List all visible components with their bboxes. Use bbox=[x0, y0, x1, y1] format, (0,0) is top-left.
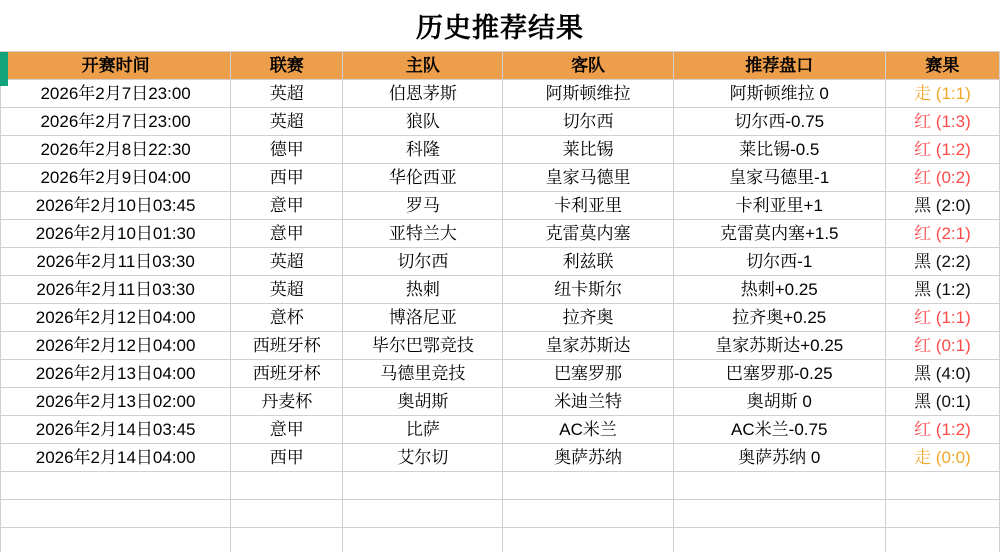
result-score: (0:1) bbox=[931, 392, 971, 411]
column-header-league[interactable]: 联赛 bbox=[231, 52, 343, 80]
result-score: (1:1) bbox=[931, 308, 971, 327]
result-score: (1:1) bbox=[931, 84, 971, 103]
result-score: (2:0) bbox=[931, 196, 971, 215]
cell-result bbox=[885, 248, 999, 276]
table-row bbox=[1, 444, 1000, 472]
table-row bbox=[1, 136, 1000, 164]
cell-pick: 卡利亚里+1 bbox=[673, 192, 885, 220]
empty-cell[interactable] bbox=[231, 500, 343, 528]
result-mark: 红 bbox=[914, 420, 932, 439]
cell-away-team: AC米兰 bbox=[503, 416, 673, 444]
cell-result bbox=[885, 304, 999, 332]
table-row bbox=[1, 164, 1000, 192]
result-mark: 红 bbox=[914, 168, 932, 187]
empty-cell[interactable] bbox=[503, 472, 673, 500]
result-score: (0:0) bbox=[931, 448, 971, 467]
cell-time: 2026年2月14日04:00 bbox=[1, 444, 231, 472]
empty-cell[interactable] bbox=[885, 472, 999, 500]
result-mark: 红 bbox=[914, 112, 932, 131]
empty-cell[interactable] bbox=[673, 500, 885, 528]
empty-cell[interactable] bbox=[1, 500, 231, 528]
cell-result bbox=[885, 444, 999, 472]
table-row bbox=[1, 248, 1000, 276]
empty-cell[interactable] bbox=[673, 472, 885, 500]
cell-home-team: 艾尔切 bbox=[343, 444, 503, 472]
result-score: (1:2) bbox=[931, 280, 971, 299]
result-score: (2:1) bbox=[931, 224, 971, 243]
cell-away-team: 卡利亚里 bbox=[503, 192, 673, 220]
result-mark: 走 bbox=[914, 448, 932, 467]
cell-home-team: 比萨 bbox=[343, 416, 503, 444]
result-mark: 走 bbox=[914, 84, 932, 103]
cell-away-team: 巴塞罗那 bbox=[503, 360, 673, 388]
cell-pick: 奥胡斯 0 bbox=[673, 388, 885, 416]
cell-league: 意杯 bbox=[231, 304, 343, 332]
cell-pick: 奥萨苏纳 0 bbox=[673, 444, 885, 472]
cell-away-team: 奥萨苏纳 bbox=[503, 444, 673, 472]
header-left-accent bbox=[0, 52, 8, 86]
table-row bbox=[1, 220, 1000, 248]
cell-league: 英超 bbox=[231, 80, 343, 108]
cell-away-team: 切尔西 bbox=[503, 108, 673, 136]
cell-away-team: 拉齐奥 bbox=[503, 304, 673, 332]
table-row bbox=[1, 192, 1000, 220]
result-mark: 红 bbox=[914, 336, 932, 355]
cell-time: 2026年2月11日03:30 bbox=[1, 248, 231, 276]
column-header-result[interactable]: 赛果 bbox=[885, 52, 999, 80]
cell-home-team: 毕尔巴鄂竞技 bbox=[343, 332, 503, 360]
cell-time: 2026年2月13日04:00 bbox=[1, 360, 231, 388]
cell-league: 西班牙杯 bbox=[231, 332, 343, 360]
cell-time: 2026年2月12日04:00 bbox=[1, 332, 231, 360]
cell-away-team: 米迪兰特 bbox=[503, 388, 673, 416]
table-row bbox=[1, 108, 1000, 136]
cell-result bbox=[885, 276, 999, 304]
cell-result bbox=[885, 416, 999, 444]
cell-result bbox=[885, 164, 999, 192]
cell-away-team: 利兹联 bbox=[503, 248, 673, 276]
result-score: (4:0) bbox=[931, 364, 971, 383]
result-score: (1:2) bbox=[931, 140, 971, 159]
cell-away-team: 皇家苏斯达 bbox=[503, 332, 673, 360]
result-score: (1:3) bbox=[931, 112, 971, 131]
cell-pick: 克雷莫内塞+1.5 bbox=[673, 220, 885, 248]
cell-pick: 阿斯顿维拉 0 bbox=[673, 80, 885, 108]
cell-time: 2026年2月9日04:00 bbox=[1, 164, 231, 192]
result-mark: 黑 bbox=[914, 392, 932, 411]
cell-pick: 巴塞罗那-0.25 bbox=[673, 360, 885, 388]
cell-home-team: 科隆 bbox=[343, 136, 503, 164]
empty-row bbox=[1, 472, 1000, 500]
cell-away-team: 皇家马德里 bbox=[503, 164, 673, 192]
column-header-away-team[interactable]: 客队 bbox=[503, 52, 673, 80]
cell-away-team: 阿斯顿维拉 bbox=[503, 80, 673, 108]
cell-league: 意甲 bbox=[231, 416, 343, 444]
cell-home-team: 切尔西 bbox=[343, 248, 503, 276]
result-score: (0:1) bbox=[931, 336, 971, 355]
result-mark: 黑 bbox=[914, 280, 932, 299]
cell-pick: 切尔西-0.75 bbox=[673, 108, 885, 136]
column-header-pick[interactable]: 推荐盘口 bbox=[673, 52, 885, 80]
cell-pick: 切尔西-1 bbox=[673, 248, 885, 276]
cell-time: 2026年2月13日02:00 bbox=[1, 388, 231, 416]
result-mark: 红 bbox=[914, 308, 932, 327]
result-score: (2:2) bbox=[931, 252, 971, 271]
cell-time: 2026年2月10日03:45 bbox=[1, 192, 231, 220]
cell-result bbox=[885, 136, 999, 164]
cell-result bbox=[885, 220, 999, 248]
cell-time: 2026年2月11日03:30 bbox=[1, 276, 231, 304]
table-row bbox=[1, 80, 1000, 108]
cell-home-team: 奥胡斯 bbox=[343, 388, 503, 416]
cell-time: 2026年2月8日22:30 bbox=[1, 136, 231, 164]
cell-home-team: 伯恩茅斯 bbox=[343, 80, 503, 108]
bottom-strip bbox=[0, 552, 1000, 556]
table-header bbox=[1, 52, 1000, 80]
cell-league: 英超 bbox=[231, 276, 343, 304]
column-header-home-team[interactable]: 主队 bbox=[343, 52, 503, 80]
result-mark: 黑 bbox=[914, 364, 932, 383]
cell-league: 德甲 bbox=[231, 136, 343, 164]
empty-row bbox=[1, 500, 1000, 528]
cell-result bbox=[885, 360, 999, 388]
empty-cell[interactable] bbox=[231, 472, 343, 500]
cell-pick: 皇家苏斯达+0.25 bbox=[673, 332, 885, 360]
cell-time: 2026年2月7日23:00 bbox=[1, 80, 231, 108]
cell-result bbox=[885, 332, 999, 360]
history-results-table bbox=[0, 51, 1000, 556]
table-row bbox=[1, 416, 1000, 444]
cell-result bbox=[885, 192, 999, 220]
table-header-row bbox=[1, 52, 1000, 80]
table-row bbox=[1, 360, 1000, 388]
result-mark: 黑 bbox=[914, 196, 932, 215]
cell-home-team: 华伦西亚 bbox=[343, 164, 503, 192]
table-body bbox=[1, 80, 1000, 556]
table-row bbox=[1, 332, 1000, 360]
cell-time: 2026年2月12日04:00 bbox=[1, 304, 231, 332]
result-score: (1:2) bbox=[931, 420, 971, 439]
empty-cell[interactable] bbox=[343, 472, 503, 500]
empty-cell[interactable] bbox=[343, 500, 503, 528]
cell-league: 英超 bbox=[231, 108, 343, 136]
table-row bbox=[1, 388, 1000, 416]
cell-result bbox=[885, 108, 999, 136]
page-title: 历史推荐结果 bbox=[416, 13, 584, 43]
empty-cell[interactable] bbox=[885, 500, 999, 528]
table-row bbox=[1, 304, 1000, 332]
cell-away-team: 纽卡斯尔 bbox=[503, 276, 673, 304]
table-row bbox=[1, 276, 1000, 304]
cell-time: 2026年2月14日03:45 bbox=[1, 416, 231, 444]
cell-time: 2026年2月7日23:00 bbox=[1, 108, 231, 136]
cell-home-team: 狼队 bbox=[343, 108, 503, 136]
cell-time: 2026年2月10日01:30 bbox=[1, 220, 231, 248]
cell-home-team: 博洛尼亚 bbox=[343, 304, 503, 332]
cell-pick: 拉齐奥+0.25 bbox=[673, 304, 885, 332]
cell-home-team: 热刺 bbox=[343, 276, 503, 304]
cell-pick: 莱比锡-0.5 bbox=[673, 136, 885, 164]
cell-league: 西班牙杯 bbox=[231, 360, 343, 388]
cell-away-team: 莱比锡 bbox=[503, 136, 673, 164]
cell-away-team: 克雷莫内塞 bbox=[503, 220, 673, 248]
result-mark: 红 bbox=[914, 224, 932, 243]
cell-league: 英超 bbox=[231, 248, 343, 276]
empty-cell[interactable] bbox=[503, 500, 673, 528]
cell-result bbox=[885, 80, 999, 108]
cell-home-team: 马德里竞技 bbox=[343, 360, 503, 388]
cell-league: 西甲 bbox=[231, 164, 343, 192]
cell-league: 西甲 bbox=[231, 444, 343, 472]
cell-home-team: 罗马 bbox=[343, 192, 503, 220]
cell-league: 丹麦杯 bbox=[231, 388, 343, 416]
result-mark: 红 bbox=[914, 140, 932, 159]
cell-result bbox=[885, 388, 999, 416]
cell-league: 意甲 bbox=[231, 192, 343, 220]
result-mark: 黑 bbox=[914, 252, 932, 271]
cell-league: 意甲 bbox=[231, 220, 343, 248]
result-score: (0:2) bbox=[931, 168, 971, 187]
column-header-time[interactable]: 开赛时间 bbox=[1, 52, 231, 80]
empty-cell[interactable] bbox=[1, 472, 231, 500]
cell-pick: 皇家马德里-1 bbox=[673, 164, 885, 192]
cell-pick: AC米兰-0.75 bbox=[673, 416, 885, 444]
cell-home-team: 亚特兰大 bbox=[343, 220, 503, 248]
cell-pick: 热刺+0.25 bbox=[673, 276, 885, 304]
